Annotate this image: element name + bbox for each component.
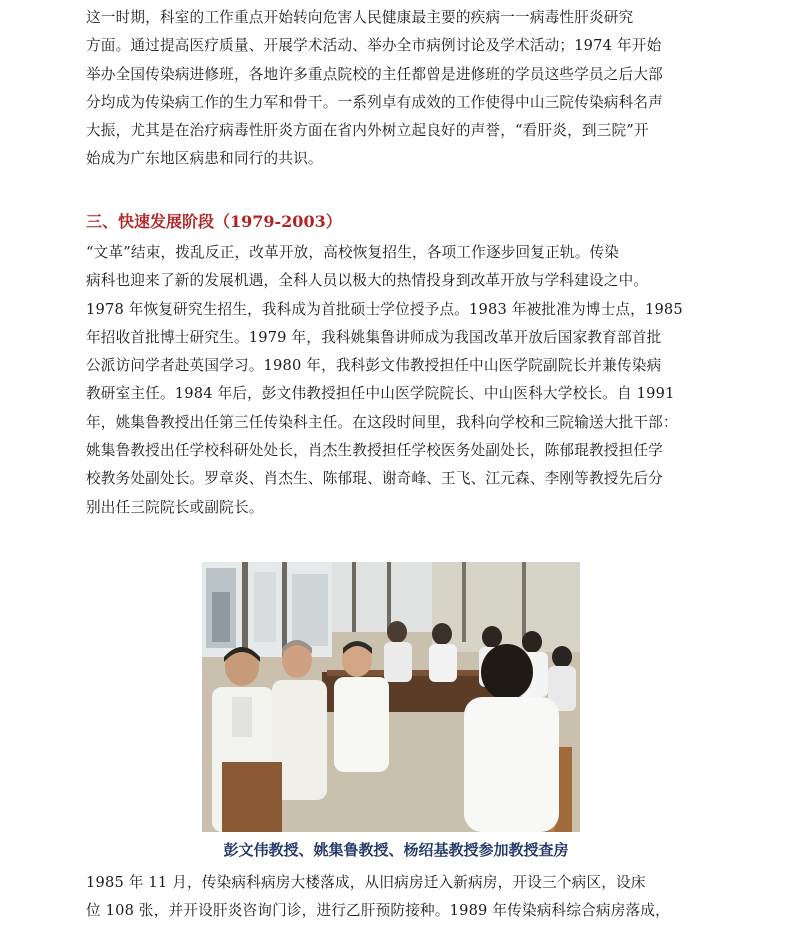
paragraph-new-ward — [86, 869, 712, 926]
text-line: “文革”结束，拨乱反正，改革开放，高校恢复招生，各项工作逐步回复正轨。传染 — [86, 244, 620, 261]
text-line: 方面。通过提高医疗质量、开展学术活动、举办全市病例讨论及学术活动；1974 年开始 — [86, 37, 662, 55]
text-line: 公派访问学者赴英国学习。1980 年，我科彭文伟教授担任中山医学院副院长并兼传染病 — [86, 357, 662, 375]
section-heading: 三、快速发展阶段（1979-2003） — [86, 212, 342, 231]
text-line: 1978 年恢复研究生招生，我科成为首批硕士学位授予点。1983 年被批准为博士点，1985 — [86, 300, 683, 318]
text-line: 校教务处副处长。罗章炎、肖杰生、陈郁琨、谢奇峰、王飞、江元森、李刚等教授先后分 — [86, 470, 663, 488]
ward-rounds-photo-graphic — [202, 562, 580, 832]
text-line: 1985 年 11 月，传染病科病房大楼落成，从旧病房迁入新病房，开设三个病区，设床 — [86, 874, 646, 891]
text-line: 大振，尤其是在治疗病毒性肝炎方面在省内外树立起良好的声誉，“看肝炎，到三院”开 — [86, 122, 649, 140]
text-line: 病科也迎来了新的发展机遇，全科人员以极大的热情投身到改革开放与学科建设之中。 — [86, 272, 649, 290]
ward-rounds-photo — [202, 562, 580, 832]
text-line: 位 108 张，并开设肝炎咨询门诊，进行乙肝预防接种。1989 年传染病科综合病房落成， — [86, 902, 670, 920]
text-line: 教研室主任。1984 年后，彭文伟教授担任中山医学院院长、中山医科大学校长。自 1991 — [86, 385, 675, 403]
photo-caption: 彭文伟教授、姚集鲁教授、杨绍基教授参加教授查房 — [223, 841, 569, 859]
text-line: 分均成为传染病工作的生力军和骨干。一系列卓有成效的工作使得中山三院传染病科名声 — [86, 93, 663, 111]
text-line: 始成为广东地区病患和同行的共识。 — [86, 150, 323, 168]
paragraph-rapid-development — [86, 239, 712, 522]
text-line: 这一时期，科室的工作重点开始转向危害人民健康最主要的疾病一一病毒性肝炎研究 — [86, 9, 634, 26]
text-line: 举办全国传染病进修班，各地许多重点院校的主任都曾是进修班的学员这些学员之后大部 — [86, 65, 663, 83]
text-line: 年招收首批博士研究生。1979 年，我科姚集鲁讲师成为我国改革开放后国家教育部首批 — [86, 328, 662, 346]
paragraph-history-1970s — [86, 4, 712, 174]
text-line: 别出任三院院长或副院长。 — [86, 498, 264, 516]
text-line: 姚集鲁教授出任学校科研处处长，肖杰生教授担任学校医务处副处长，陈郁琨教授担任学 — [86, 442, 663, 460]
text-line: 年，姚集鲁教授出任第三任传染科主任。在这段时间里，我科向学校和三院输送大批干部： — [86, 413, 678, 431]
